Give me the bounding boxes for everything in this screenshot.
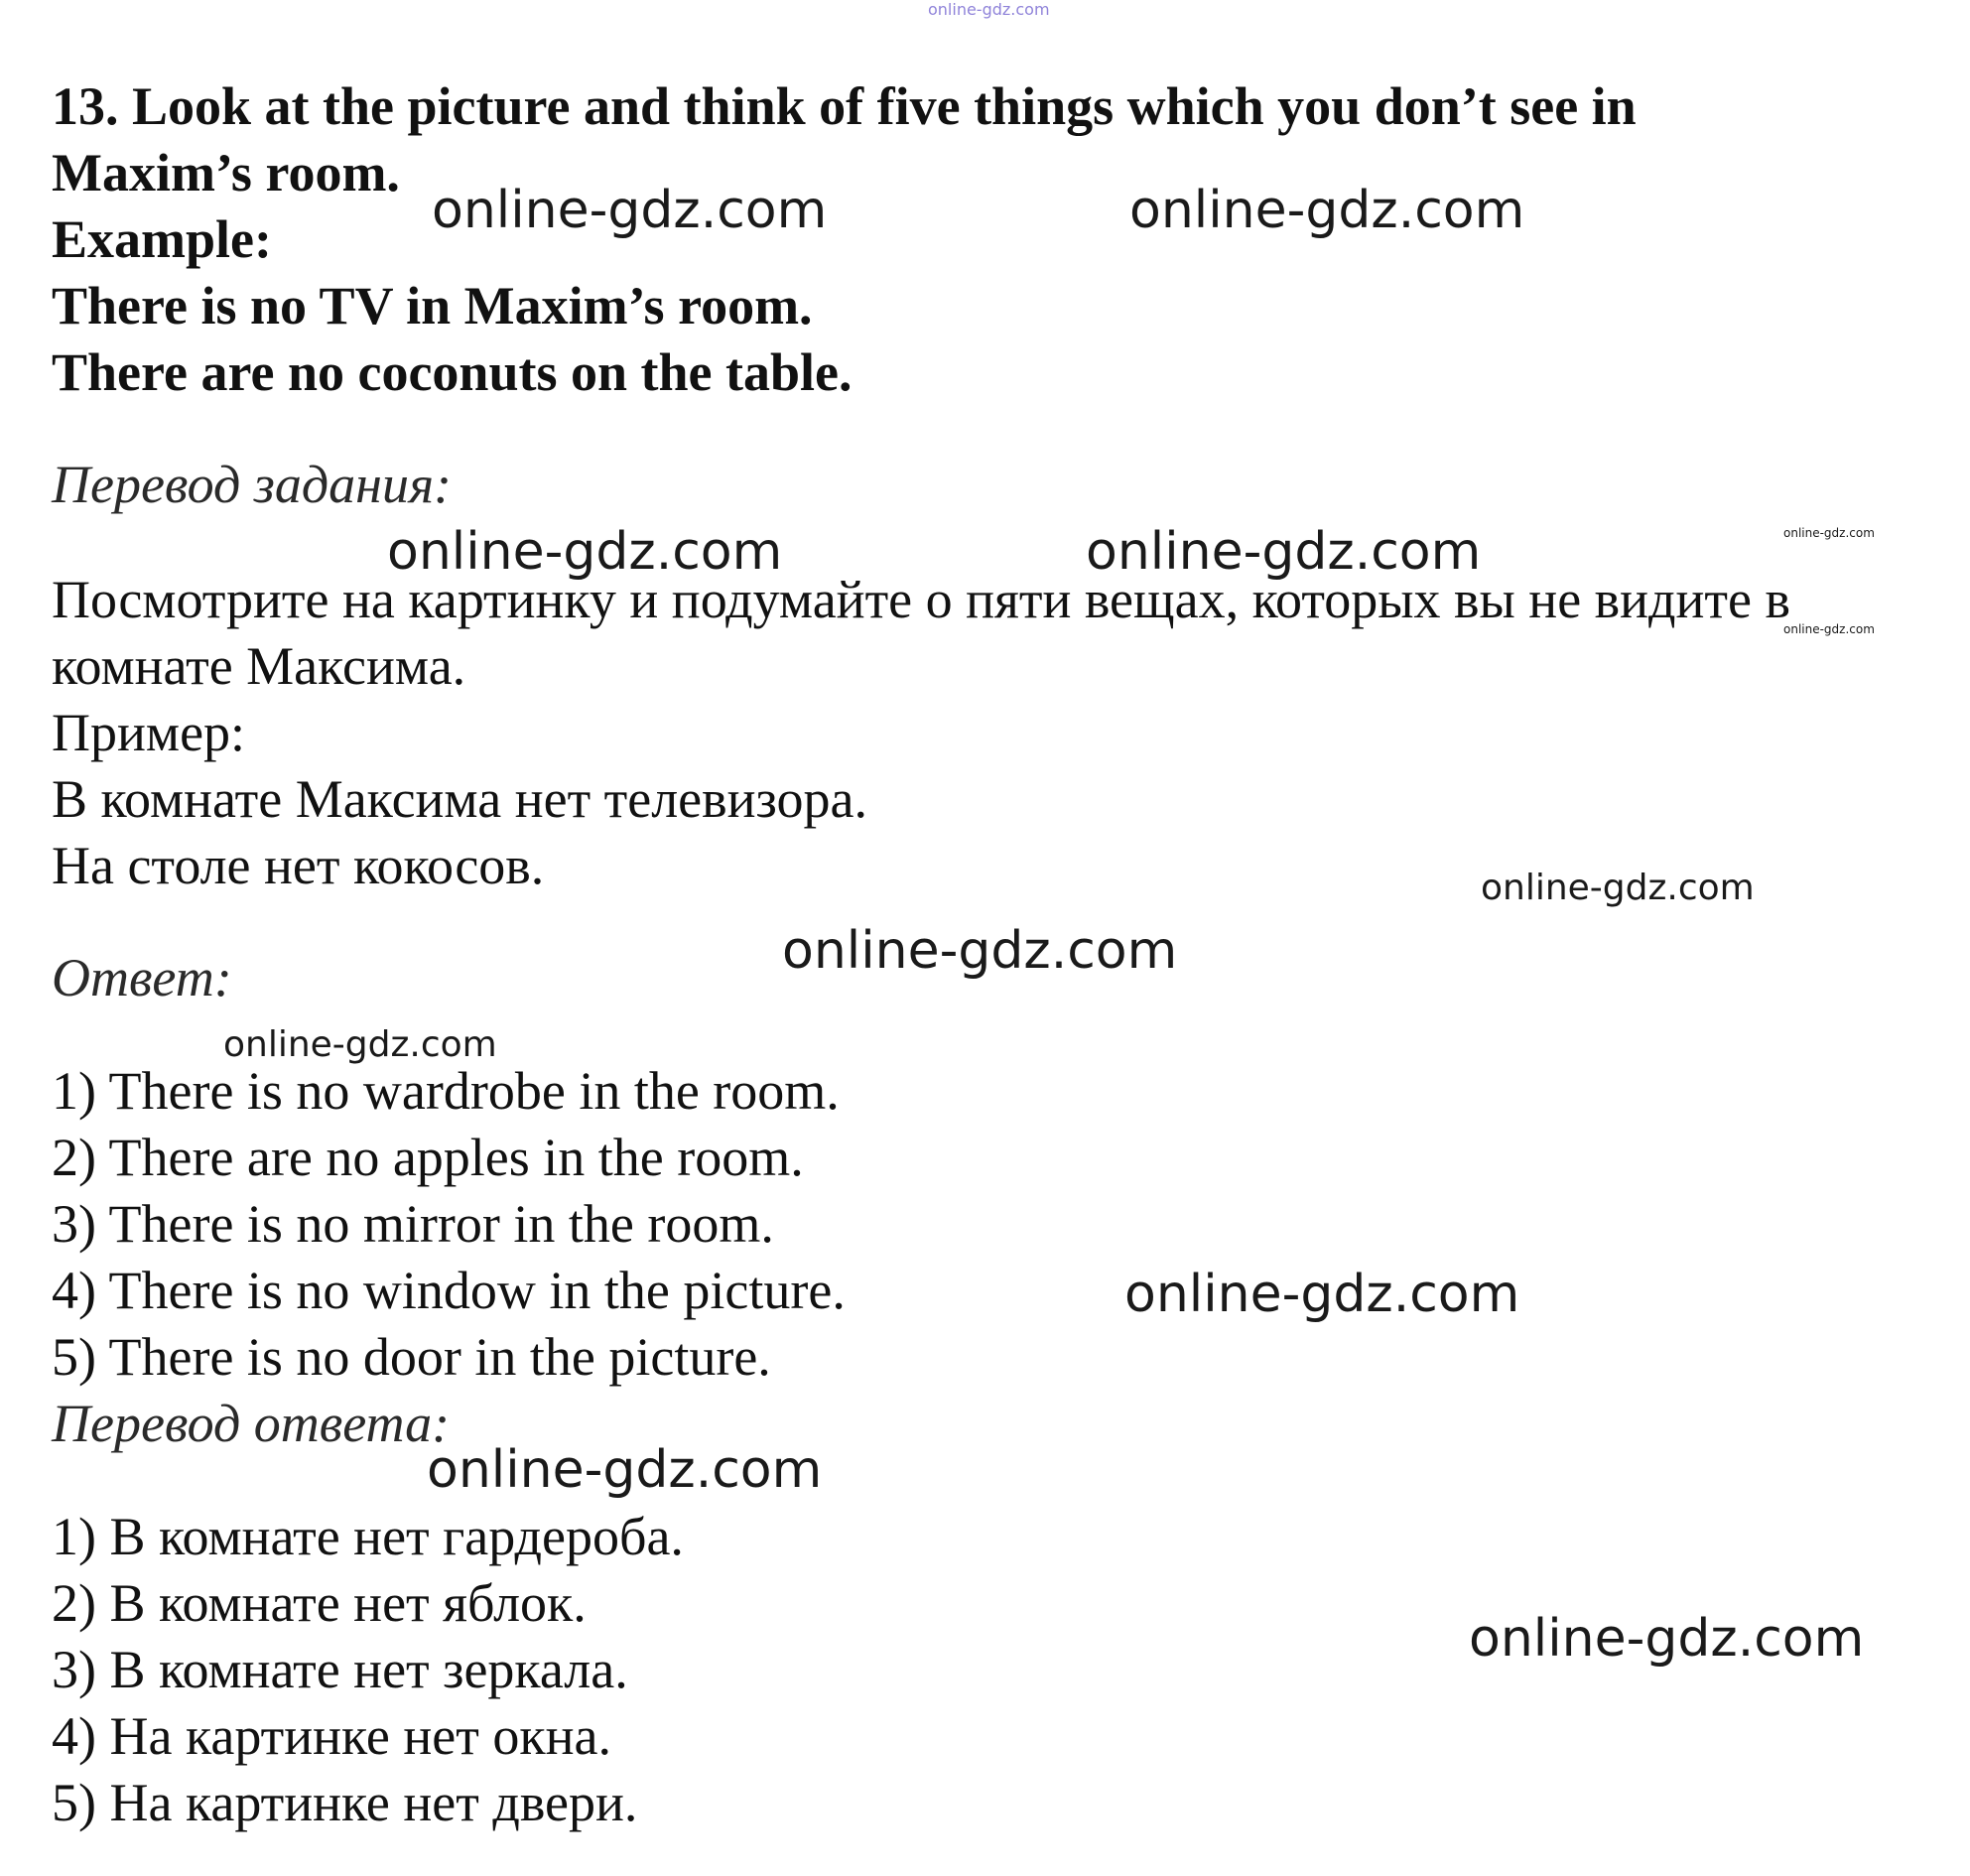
watermark: online-gdz.com — [1783, 622, 1875, 636]
watermark: online-gdz.com — [782, 921, 1178, 981]
answer-translation-item: 3) В комнате нет зеркала. — [52, 1640, 628, 1699]
answer-heading: Ответ: — [52, 948, 232, 1007]
translation-text: Посмотрите на картинку и подумайте о пяти вещах, которых вы не видите в — [52, 570, 1790, 629]
watermark: online-gdz.com — [1086, 522, 1482, 582]
example-sentence: There is no TV in Maxim’s room. — [52, 276, 813, 335]
answer-item: 2) There are no apples in the room. — [52, 1128, 804, 1187]
watermark: online-gdz.com — [427, 1440, 823, 1500]
example-label: Example: — [52, 209, 272, 269]
answer-item: 1) There is no wardrobe in the room. — [52, 1061, 840, 1121]
translation-text: комнате Максима. — [52, 636, 466, 696]
answer-translation-item: 4) На картинке нет окна. — [52, 1706, 611, 1766]
watermark: online-gdz.com — [223, 1024, 497, 1065]
watermark: online-gdz.com — [1783, 526, 1875, 540]
answer-item: 3) There is no mirror in the room. — [52, 1194, 774, 1254]
translation-example: На столе нет кокосов. — [52, 836, 545, 895]
task-title-continued: Maxim’s room. — [52, 143, 400, 202]
task-title: 13. Look at the picture and think of five things which you don’t see in — [52, 76, 1637, 136]
answer-translation-item: 5) На картинке нет двери. — [52, 1773, 638, 1832]
watermark: online-gdz.com — [432, 181, 828, 240]
watermark: online-gdz.com — [1481, 868, 1755, 908]
watermark: online-gdz.com — [387, 522, 783, 582]
watermark: online-gdz.com — [1469, 1609, 1865, 1669]
watermark: online-gdz.com — [1124, 1265, 1520, 1324]
translation-example: В комнате Максима нет телевизора. — [52, 769, 868, 829]
answer-translation-item: 2) В комнате нет яблок. — [52, 1573, 587, 1633]
answer-translation-heading: Перевод ответа: — [52, 1394, 451, 1453]
answer-item: 4) There is no window in the picture. — [52, 1261, 846, 1320]
answer-item: 5) There is no door in the picture. — [52, 1327, 771, 1387]
example-sentence: There are no coconuts on the table. — [52, 342, 853, 402]
translation-heading: Перевод задания: — [52, 455, 453, 514]
watermark: online-gdz.com — [1129, 181, 1525, 240]
translation-example-label: Пример: — [52, 703, 246, 762]
answer-translation-item: 1) В комнате нет гардероба. — [52, 1507, 684, 1566]
watermark: online-gdz.com — [928, 0, 1050, 19]
